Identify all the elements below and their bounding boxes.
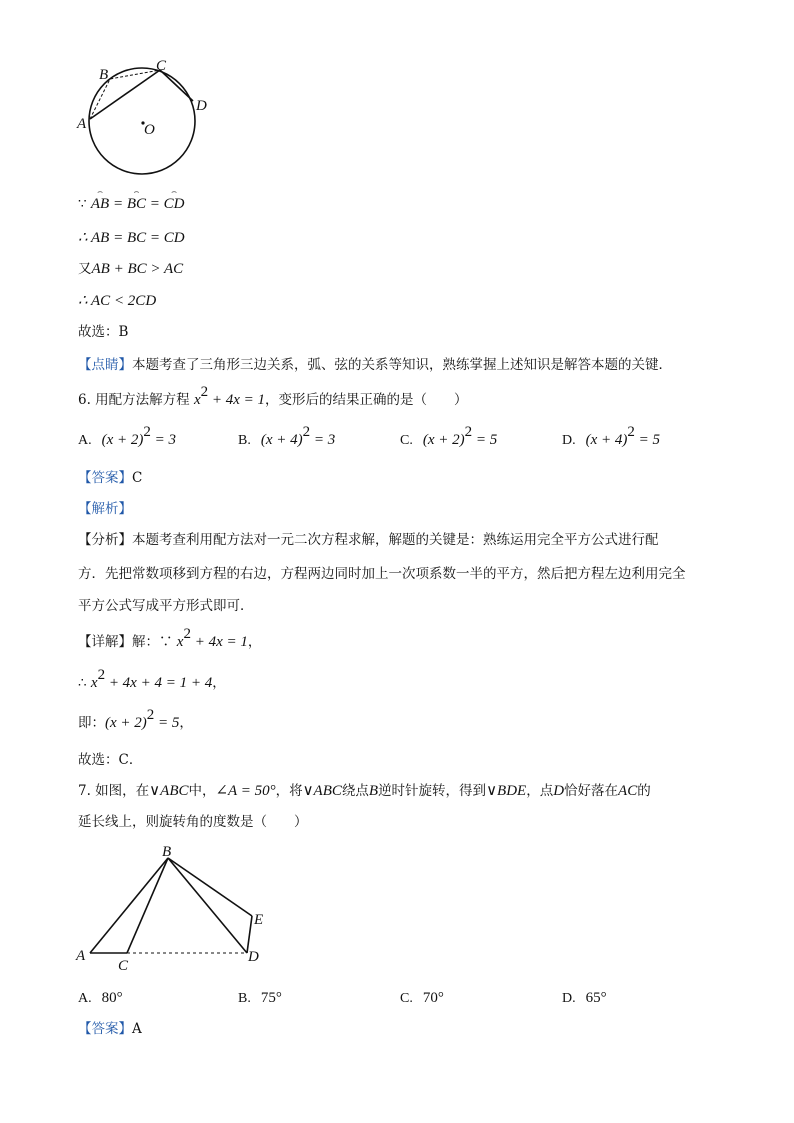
label-o: O bbox=[144, 122, 155, 138]
arc-cd: ⌢ CD bbox=[163, 186, 185, 212]
comment-tag: 【点睛】 bbox=[78, 357, 132, 373]
q7-option-b[interactable]: B. 75° bbox=[238, 990, 282, 1006]
sol5-line1: ∵ ⌢ AB = ⌢ BC = ⌢ CD bbox=[78, 186, 185, 212]
q6-fenxi-l2: 方．先把常数项移到方程的右边，方程两边同时加上一次项系数一半的平方，然后把方程左边利用完全 bbox=[78, 566, 686, 582]
q6-analysis-tag: 【解析】 bbox=[78, 501, 132, 517]
q7-answer: 【答案】A bbox=[78, 1021, 142, 1037]
q6-option-a[interactable]: A. $(x + 2)^2 = 3$ bbox=[78, 424, 177, 448]
q7-option-a[interactable]: A. 80° bbox=[78, 990, 123, 1006]
q6-choose: 故选：C． bbox=[78, 752, 143, 768]
q6-option-b[interactable]: B. $(x + 4)^2 = 3$ bbox=[238, 424, 336, 448]
sol5-choose: 故选：B bbox=[78, 324, 129, 340]
triangle-figure bbox=[72, 840, 282, 976]
label-a: A bbox=[77, 116, 87, 132]
q6-detail-l3: 即：$(x + 2)^2 = 5$， bbox=[78, 707, 193, 731]
tri-label-a: A bbox=[76, 948, 86, 964]
q7-option-c[interactable]: C. 70° bbox=[400, 990, 444, 1006]
q7-stem-l2: 延长线上，则旋转角的度数是（ ） bbox=[78, 814, 308, 830]
q6-detail-l1: 【详解】解：∵ $x^2 + 4x = 1$， bbox=[78, 626, 262, 650]
seg-ed bbox=[247, 916, 252, 953]
sol5-line2: ∴ AB = BC = CD bbox=[78, 230, 185, 246]
arc-bc: ⌢ BC bbox=[126, 186, 147, 212]
q6-option-c[interactable]: C. $(x + 2)^2 = 5$ bbox=[400, 424, 498, 448]
sol5-comment: 【点睛】本题考查了三角形三边关系，弧、弦的关系等知识，熟练掌握上述知识是解答本题的关键． bbox=[78, 357, 672, 373]
arc-ab: ⌢ AB bbox=[90, 186, 110, 212]
tri-label-d: D bbox=[248, 949, 259, 965]
tri-label-c: C bbox=[118, 958, 129, 974]
label-c: C bbox=[156, 58, 167, 74]
q7-stem-l1: 7. 如图，在∨ABC中，∠A = 50°，将∨ABC绕点B逆时针旋转，得到∨BDE，点D恰好落在AC的 bbox=[78, 783, 651, 799]
label-b: B bbox=[99, 67, 109, 83]
q6-stem: 6. 用配方法解方程 $x^2 + 4x = 1$，变形后的结果正确的是（ ） bbox=[78, 384, 468, 408]
seg-bd bbox=[168, 858, 247, 953]
seg-bc bbox=[127, 858, 168, 953]
q6-answer: 【答案】C bbox=[78, 470, 143, 486]
q6-fenxi-l3: 平方公式写成平方形式即可． bbox=[78, 598, 254, 614]
q6-option-d[interactable]: D. $(x + 4)^2 = 5$ bbox=[562, 424, 661, 448]
sol5-line4: ∴ AC < 2CD bbox=[78, 293, 157, 309]
q7-option-d[interactable]: D. 65° bbox=[562, 990, 607, 1006]
tri-label-b: B bbox=[162, 844, 172, 860]
sol5-line3: 又AB + BC > AC bbox=[78, 261, 184, 277]
tri-label-e: E bbox=[254, 912, 264, 928]
circle-figure bbox=[74, 58, 224, 186]
seg-ab bbox=[90, 858, 168, 953]
label-d: D bbox=[196, 98, 207, 114]
q6-fenxi-l1: 【分析】本题考查利用配方法对一元二次方程求解，解题的关键是：熟练运用完全平方公式进行配 bbox=[78, 532, 659, 548]
q6-detail-l2: ∴ $x^2 + 4x + 4 = 1 + 4$， bbox=[78, 667, 226, 691]
chord-cd bbox=[160, 70, 193, 101]
circle-o bbox=[89, 68, 195, 174]
